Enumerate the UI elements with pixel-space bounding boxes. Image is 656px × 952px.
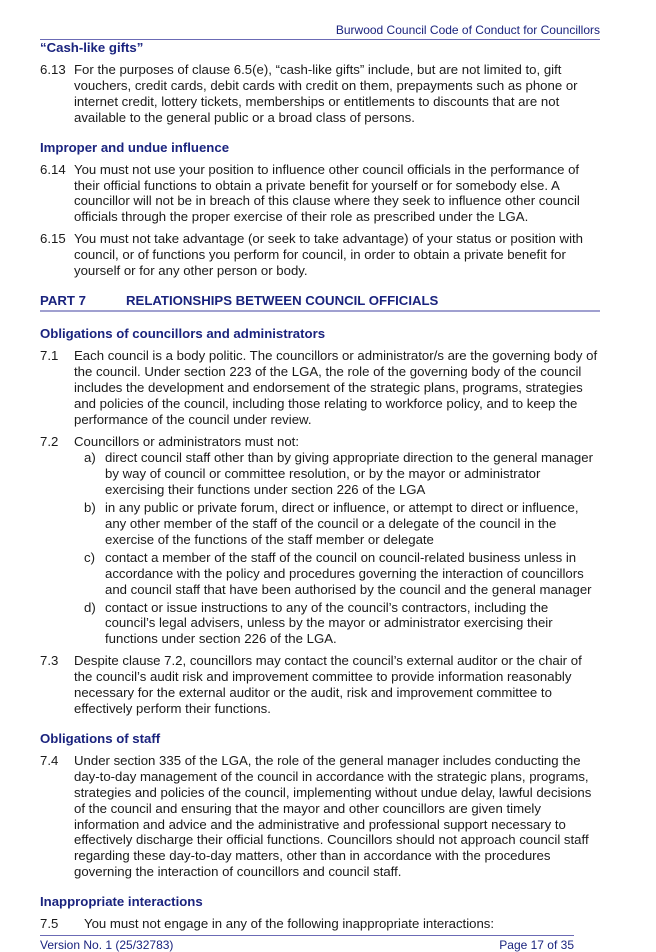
clause-number: 6.14	[40, 161, 66, 177]
clause-text: Under section 335 of the LGA, the role of the general manager includes conducting the day-to-day management of the council in accordance with the strategic plans, programs, strategies and policies of the council, implementing without undue delay, lawful decisions of the council and ensuring that the mayor and other councillors are given timely information and advice and the administrative and professional support necessary to effectively discharge their official functions. Councillors should not approach council staff regarding these day-to-day matters, other than in accordance with the procedures governing the interaction of councillors and council staff.	[74, 752, 592, 880]
clause-7-2-a	[40, 450, 602, 498]
page-footer	[40, 935, 574, 952]
clause-text: You must not take advantage (or seek to take advantage) of your status or position with council, or of functions you perform for council, in order to obtain a private benefit for yourself or for any other person or body.	[74, 231, 583, 279]
part-7-heading	[40, 292, 600, 312]
clause-text: Despite clause 7.2, councillors may contact the council’s external auditor or the chair of the council’s audit risk and improvement committee to provide information reasonably necessary for the external auditor or the audit, risk and improvement committee to effectively perform their functions.	[74, 653, 582, 716]
clause-6-13	[40, 62, 602, 126]
clause-7-2-b	[40, 500, 602, 548]
clause-7-2-d	[40, 600, 602, 648]
clause-number: 7.4	[40, 752, 59, 768]
clause-7-1	[40, 348, 602, 428]
clause-number: 6.15	[40, 231, 66, 247]
clause-text: Councillors or administrators must not:	[74, 433, 299, 449]
clause-text: Each council is a body politic. The councillors or administrator/s are the governing body of the council. Under section 223 of the LGA, the role of the governing body of the council includes the development and endorsement of the strategic plans, programs, strategies and policies of the council, including those relating to workforce policy, and to keep the performance of the council under review.	[74, 347, 598, 427]
page-number: Page 17 of 35	[499, 938, 574, 952]
clause-number: 7.2	[40, 433, 59, 449]
item-text: contact a member of the staff of the council on council-related business unless in accordance with the policy and procedures governing the interaction of councillors and council staff that have been authorised by the council and the general manager	[105, 549, 592, 597]
item-label: b)	[84, 500, 96, 516]
clause-7-2	[40, 434, 602, 450]
clause-7-5	[40, 916, 602, 932]
clause-number: 7.3	[40, 653, 59, 669]
clause-number: 6.13	[40, 62, 66, 77]
clause-7-4	[40, 753, 602, 880]
clause-6-15	[40, 231, 602, 279]
item-text: contact or issue instructions to any of the council’s contractors, including the council’s legal advisers, unless by the mayor or administrator exercising their functions under section 226 of the LGA.	[105, 599, 553, 647]
clause-text: For the purposes of clause 6.5(e), “cash-like gifts” include, but are not limited to, gift vouchers, credit cards, debit cards with credit on them, prepayments such as phone or internet credit, lottery tickets, memberships or entitlements to discounts that are not available to the general public or a broad class of persons.	[74, 62, 578, 125]
item-text: in any public or private forum, direct or influence, or attempt to direct or influence, any other member of the staff of the council or a delegate of the council in the exercise of the functions of the staff member or delegate	[105, 500, 579, 547]
item-label: d)	[84, 599, 96, 615]
heading-inappropriate-interactions: Inappropriate interactions	[40, 894, 203, 910]
version-number: Version No. 1 (25/32783)	[40, 938, 174, 952]
clause-6-14	[40, 162, 602, 226]
clause-7-2-c	[40, 550, 602, 598]
part-title: RELATIONSHIPS BETWEEN COUNCIL OFFICIALS	[126, 292, 439, 308]
item-label: a)	[84, 450, 96, 466]
item-text: direct council staff other than by giving appropriate direction to the general manager by way of council or committee resolution, or by the mayor or administrator exercising their functions under section 226 of the LGA	[105, 450, 593, 498]
clause-text: You must not use your position to influence other council officials in the performance of their official functions to obtain a private benefit for yourself or for somebody else. A councillor will not be in breach of this clause where they seek to influence other council officials through the proper exercise of their role as prescribed under the LGA.	[74, 161, 580, 225]
clause-number: 7.5	[40, 916, 59, 932]
heading-cash-like-gifts: “Cash-like gifts”	[40, 40, 144, 55]
page-body	[40, 38, 602, 932]
clause-number: 7.1	[40, 347, 59, 363]
heading-obligations-councillors: Obligations of councillors and administrators	[40, 325, 326, 341]
item-label: c)	[84, 549, 95, 565]
heading-improper-influence: Improper and undue influence	[40, 139, 230, 155]
running-header: Burwood Council Code of Conduct for Councillors	[40, 22, 600, 40]
part-number: PART 7	[40, 292, 86, 308]
heading-obligations-staff: Obligations of staff	[40, 730, 161, 746]
clause-7-3	[40, 653, 602, 717]
clause-text: You must not engage in any of the following inappropriate interactions:	[84, 916, 495, 932]
